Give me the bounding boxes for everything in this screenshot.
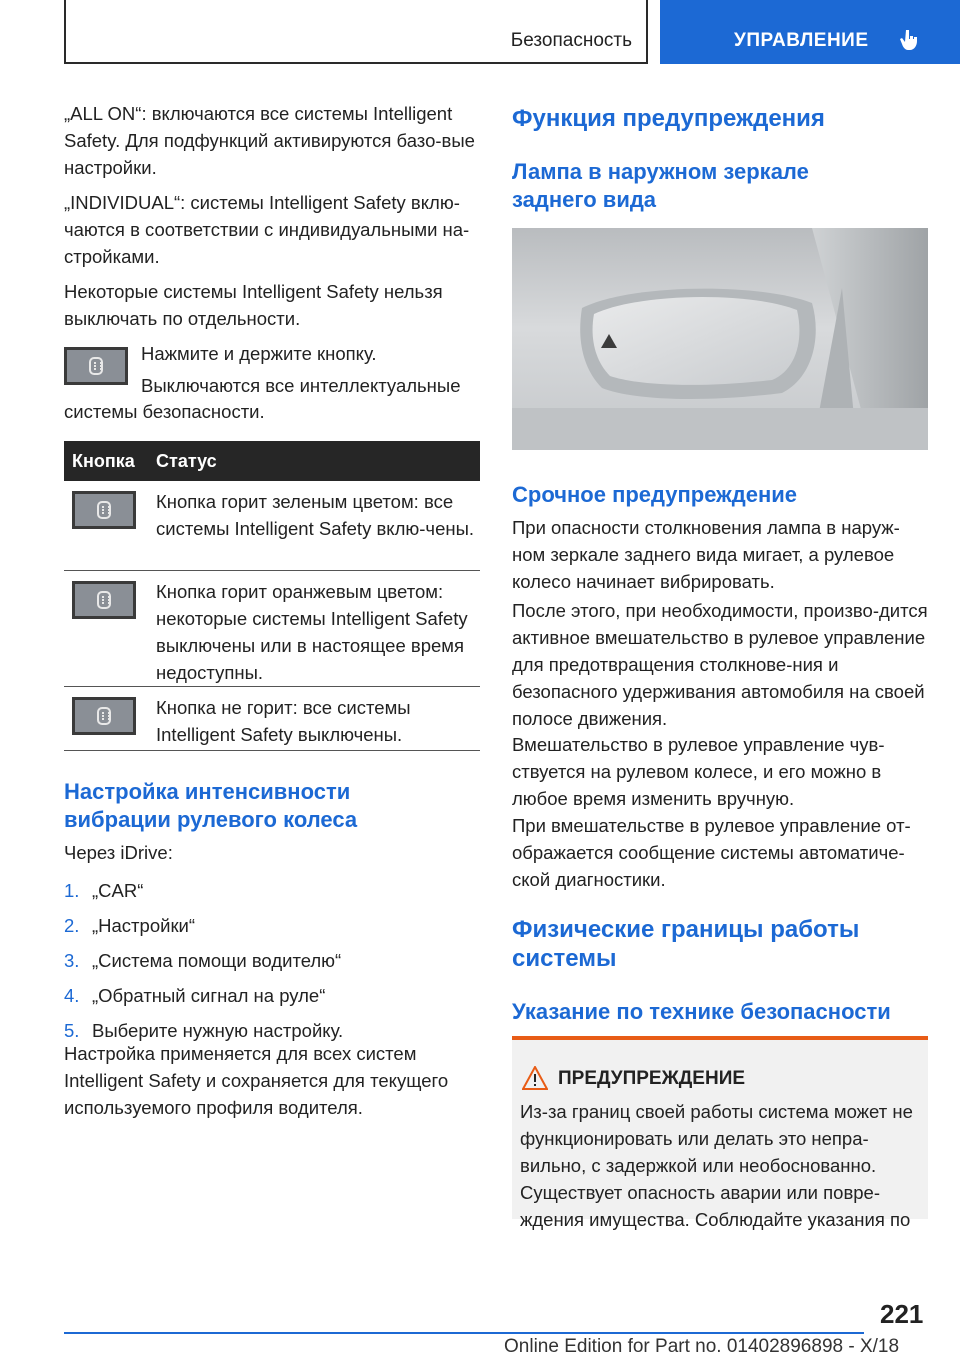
footer-divider xyxy=(64,1332,864,1334)
list-item: 2. „Настройки“ xyxy=(64,915,196,936)
heading-safety-note: Указание по технике безопасности xyxy=(512,999,891,1024)
paragraph-intervention-felt: Вмешательство в рулевое управление чув-ствуется на рулевом колесе, и его можно в любое время изменить вручную. xyxy=(512,734,885,809)
steps-list xyxy=(64,877,480,1052)
paragraph-some-systems: Некоторые системы Intelligent Safety нельзя выключать по отдельности. xyxy=(64,281,443,329)
side-mirror-image xyxy=(512,228,928,450)
list-item: 1. „CAR“ xyxy=(64,880,144,901)
paragraph-individual: „INDIVIDUAL“: системы Intelligent Safety вклю-чаются в соответствии с индивидуальными на-стройками. xyxy=(64,192,470,267)
heading-vibration-line1: Настройка интенсивности xyxy=(64,779,351,804)
heading-mirror-lamp-line1: Лампа в наружном зеркале xyxy=(512,159,809,184)
button-status-table xyxy=(64,441,480,751)
paragraph-setting-applies: Настройка применяется для всех систем Intelligent Safety и сохраняется для текущего используемого профиля водителя. xyxy=(64,1043,449,1118)
press-hold-result-1: Выключаются все интеллектуальные xyxy=(141,375,461,396)
paragraph-collision-danger: При опасности столкновения лампа в наруж-ном зеркале заднего вида мигает, а рулевое колесо начинает вибрировать. xyxy=(512,517,900,592)
heading-mirror-lamp-line2: заднего вида xyxy=(512,187,657,212)
heading-system-limits-line1: Физические границы работы xyxy=(512,916,860,943)
table-col-button: Кнопка xyxy=(72,451,135,471)
header-section-title: Безопасность xyxy=(510,30,632,51)
via-idrive: Через iDrive: xyxy=(64,842,173,863)
table-row xyxy=(64,687,480,751)
list-item: 3. „Система помощи водителю“ xyxy=(64,950,342,971)
safety-button-icon xyxy=(72,581,136,619)
paragraph-active-intervention: После этого, при необходимости, произво-дится активное вмешательство в рулевое управление для предотвращения столкнове-ния и безопасного удерживания автомобиля на своей полосе движения. xyxy=(512,600,928,729)
safety-button-icon xyxy=(72,491,136,529)
heading-urgent-warning: Срочное предупреждение xyxy=(512,482,798,507)
safety-button-icon xyxy=(72,697,136,735)
heading-system-limits-line2: системы xyxy=(512,945,617,972)
page-number: 221 xyxy=(880,1299,924,1329)
table-header xyxy=(64,441,480,481)
header-chapter-tab xyxy=(660,0,960,64)
left-column xyxy=(64,100,480,340)
header-chapter-title: УПРАВЛЕНИЕ xyxy=(734,30,869,51)
status-text: Кнопка не горит: все системы Intelligent Safety выключены. xyxy=(156,697,411,745)
heading-warning-function: Функция предупреждения xyxy=(512,105,825,132)
table-row xyxy=(64,481,480,571)
status-text: Кнопка горит оранжевым цветом: некоторые системы Intelligent Safety выключены или в настоящее время недоступны. xyxy=(156,581,468,683)
footer-edition: Online Edition for Part no. 01402896898 - X/18 xyxy=(504,1336,900,1357)
warning-text: Из-за границ своей работы система может не функционировать или делать это непра-вильно, с задержкой или необоснованно. Существует опасность аварии или повре-ждения имущества. Соблюдайте указания по xyxy=(520,1101,913,1230)
warning-box xyxy=(512,1036,928,1230)
table-col-status: Статус xyxy=(156,451,217,471)
status-text: Кнопка горит зеленым цветом: все системы Intelligent Safety вклю-чены. xyxy=(156,491,475,539)
paragraph-check-control: При вмешательстве в рулевое управление от-ображается сообщение системы автоматиче-ской диагностики. xyxy=(512,815,911,890)
table-row xyxy=(64,571,480,687)
list-item: 5. Выберите нужную настройку. xyxy=(64,1020,344,1041)
safety-button-icon xyxy=(64,347,128,385)
warning-triangle-icon xyxy=(522,1066,548,1090)
warning-title: ПРЕДУПРЕЖДЕНИЕ xyxy=(558,1068,746,1089)
paragraph-all-on: „ALL ON“: включаются все системы Intelligent Safety. Для подфункций активируются базо-вые настройки. xyxy=(64,103,475,178)
press-hold-result-2: системы безопасности. xyxy=(64,401,265,422)
list-item: 4. „Обратный сигнал на руле“ xyxy=(64,985,326,1006)
hand-pointer-icon xyxy=(898,28,922,52)
press-hold-line: Нажмите и держите кнопку. xyxy=(141,343,377,364)
heading-vibration-line2: вибрации рулевого колеса xyxy=(64,807,358,832)
header-section-box xyxy=(64,0,648,64)
